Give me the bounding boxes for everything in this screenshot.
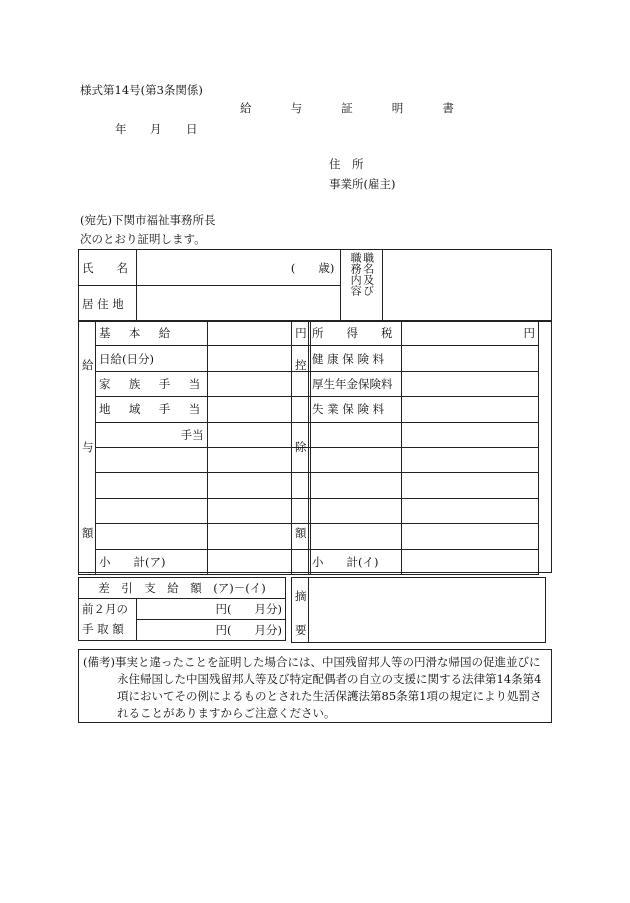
remarks-label-bottom: 要 <box>295 623 307 637</box>
salary-col-label-mid: 与 <box>82 440 94 454</box>
deduction-subtotal-label: 小 計(イ) <box>309 549 402 574</box>
date-year: 年 <box>115 122 127 136</box>
age-label: ( 歳) <box>290 260 335 275</box>
salary-row-label: 手当 <box>96 422 208 447</box>
remarks-label <box>292 578 309 643</box>
deduction-row-blank[interactable] <box>309 422 402 447</box>
deduction-amount[interactable] <box>402 447 539 472</box>
salary-row-blank[interactable] <box>96 524 208 549</box>
deduction-col-label <box>292 321 309 575</box>
note-line: (備考)事実と違ったことを証明した場合には、中国残留邦人等の円滑な帰国の促進並びに <box>83 655 541 669</box>
net-label: 差 引 支 給 額 (ア)－(イ) <box>79 578 286 599</box>
residence-field[interactable] <box>136 286 341 322</box>
deduction-amount[interactable] <box>402 498 539 523</box>
note-line: 永住帰国した中国残留邦人等及び特定配偶者の自立の支援に関する法律第14条第4 <box>117 672 542 686</box>
deduction-subtotal-amount[interactable] <box>402 549 539 574</box>
employer-label: 事業所(雇主) <box>329 177 396 191</box>
deduction-row-label: 厚生年金保険料 <box>309 371 402 396</box>
date-month: 月 <box>150 122 162 136</box>
deduction-row-label: 失 業 保 険 料 <box>309 397 402 422</box>
note-box <box>78 649 552 723</box>
salary-table <box>78 320 311 575</box>
net-table <box>78 577 286 641</box>
deduction-amount[interactable] <box>402 524 539 549</box>
salary-row-label: 基 本 給 <box>96 321 208 346</box>
deduction-row-label: 所 得 税 <box>309 321 402 346</box>
note-line: れることがありますからご注意ください。 <box>117 706 336 720</box>
deduction-row-blank[interactable] <box>309 447 402 472</box>
remarks-table <box>291 577 546 643</box>
job-field[interactable] <box>382 250 551 322</box>
deduction-amount[interactable] <box>402 473 539 498</box>
prev-amount-2[interactable]: 円( 月分) <box>136 620 285 641</box>
prev-label-2: 手 取 額 <box>82 621 124 636</box>
deduction-row-label: 健 康 保 険 料 <box>309 346 402 371</box>
salary-row-label: 地 域 手 当 <box>96 397 208 422</box>
deduction-amount[interactable] <box>402 422 539 447</box>
salary-col-label-bottom: 額 <box>82 526 94 540</box>
person-table <box>78 249 552 322</box>
deduction-table <box>291 320 539 575</box>
salary-col-label-top: 給 <box>82 358 94 372</box>
salary-unit: 円 <box>207 321 310 346</box>
remarks-label-top: 摘 <box>295 589 307 603</box>
deduction-row-blank[interactable] <box>309 524 402 549</box>
prev-label-1: 前２月の <box>82 601 128 616</box>
address-label: 住 所 <box>329 157 364 171</box>
salary-row-label: 日給(日分) <box>96 346 208 371</box>
job-label <box>341 250 383 322</box>
residence-label: 居 住 地 <box>79 286 137 322</box>
deduction-row-blank[interactable] <box>309 498 402 523</box>
intro-text: 次のとおり証明します。 <box>80 232 206 246</box>
name-field[interactable] <box>136 250 341 286</box>
salary-col-label <box>79 321 96 575</box>
salary-row-blank[interactable] <box>96 498 208 523</box>
job-label-col2: 職務内容 <box>349 252 363 296</box>
prev-label <box>79 599 137 641</box>
job-label-col1: 職名及び <box>361 252 375 296</box>
note-line: 項においてその例によるものとされた生活保護法第85条第1項の規定により処罰さ <box>117 689 542 703</box>
salary-subtotal-label: 小 計(ア) <box>96 549 208 574</box>
deduction-col-label-mid: 除 <box>295 440 307 454</box>
deduction-amount[interactable] <box>402 371 539 396</box>
page-title: 給 与 証 明 書 <box>240 101 468 115</box>
date-day: 日 <box>186 122 198 136</box>
name-label: 氏 名 <box>79 250 137 286</box>
deduction-row-blank[interactable] <box>309 473 402 498</box>
addressee: (宛先)下関市福祉事務所長 <box>80 213 216 227</box>
deduction-col-label-bottom: 額 <box>295 526 307 540</box>
prev-amount-1[interactable]: 円( 月分) <box>136 599 285 620</box>
remarks-field[interactable] <box>309 578 546 643</box>
deduction-amount[interactable] <box>402 346 539 371</box>
deduction-col-label-top: 控 <box>295 358 307 372</box>
deduction-unit: 円 <box>402 321 539 346</box>
salary-row-blank[interactable] <box>96 447 208 472</box>
deduction-amount[interactable] <box>402 397 539 422</box>
form-number: 様式第14号(第3条関係) <box>80 83 203 97</box>
salary-row-blank[interactable] <box>96 473 208 498</box>
salary-row-label: 家 族 手 当 <box>96 371 208 396</box>
